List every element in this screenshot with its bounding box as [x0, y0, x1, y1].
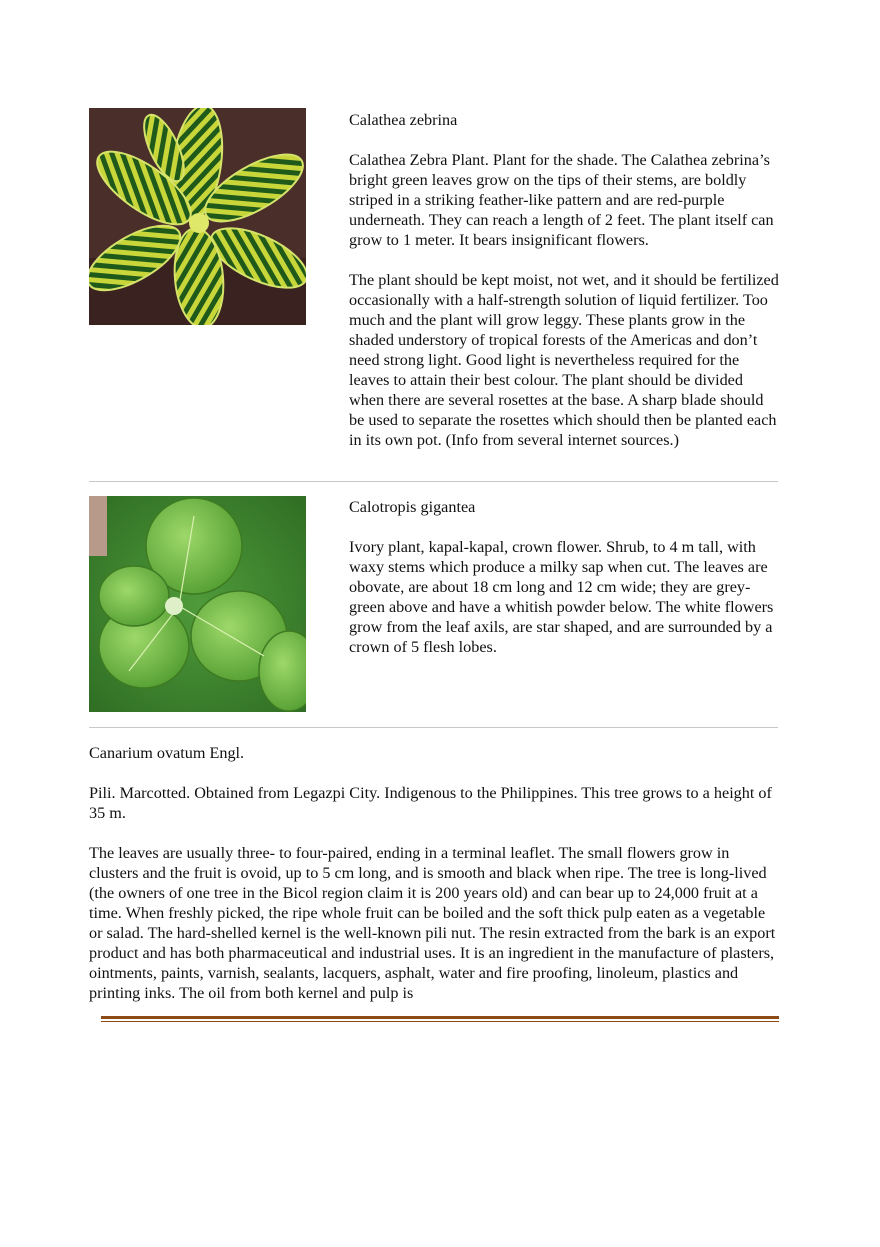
calotropis-gigantea-text — [349, 497, 781, 657]
entry-paragraph: The plant should be kept moist, not wet, and it should be fertilized occasionally with a half-strength solution of liquid fertilizer. Too much and the plant will grow leggy. These plants grow in the shaded understory of tropical forests of the Americas and don’t need strong light. Good light is nevertheless required for the leaves to attain their best colour. The plant should be divided when there are several rosettes at the base. A sharp blade should be used to separate the rosettes which should then be planted each in its own pot. (Info from several internet sources.) — [349, 271, 779, 449]
divider — [89, 481, 778, 482]
entry-paragraph: The leaves are usually three- to four-paired, ending in a terminal leaflet. The small flowers grow in clusters and the fruit is ovoid, up to 5 cm long, and is smooth and black when ripe. The tree is long-lived (the owners of one tree in the Bicol region claim it is 200 years old) and can bear up to 24,000 fruit at a time. When freshly picked, the ripe whole fruit can be boiled and the soft thick pulp eaten as a vegetable or salad. The hard-shelled kernel is the well-known pili nut. The resin extracted from the bark is an export product and has both pharmaceutical and industrial uses. It is an ingredient in the manufacture of plasters, ointments, paints, varnish, sealants, lacquers, asphalt, water and fire proofing, linoleum, plastics and printing inks. The oil from both kernel and pulp is — [89, 844, 776, 1002]
entry-paragraph: Calathea Zebra Plant. Plant for the shade. The Calathea zebrina’s bright green leaves grow on the tips of their stems, are boldly striped in a striking feather-like pattern and are red-purple underneath. They can reach a length of 2 feet. The plant itself can grow to 1 meter. It bears insignificant flowers. — [349, 151, 774, 249]
calathea-zebrina-photo — [89, 108, 306, 325]
entry-paragraph: Ivory plant, kapal-kapal, crown flower. Shrub, to 4 m tall, with waxy stems which produce a milky sap when cut. The leaves are obovate, are about 18 cm long and 12 cm wide; they are grey-green above and have a whitish powder below. The white flowers grow from the leaf axils, are star shaped, and are surrounded by a crown of 5 flesh lobes. — [349, 538, 774, 656]
entry-title: Calotropis gigantea — [349, 498, 476, 516]
divider — [89, 727, 778, 728]
calathea-zebrina-text — [349, 110, 781, 450]
footer-rule-thick — [101, 1016, 779, 1019]
entry-title: Canarium ovatum Engl. — [89, 744, 245, 762]
entry-paragraph: Pili. Marcotted. Obtained from Legazpi City. Indigenous to the Philippines. This tree grows to a height of 35 m. — [89, 784, 772, 822]
calotropis-gigantea-photo — [89, 496, 306, 712]
calathea-zebrina-illustration — [89, 108, 306, 325]
canarium-ovatum-text — [89, 743, 779, 1003]
footer-rule-thin — [101, 1021, 779, 1022]
entry-title: Calathea zebrina — [349, 111, 458, 129]
calotropis-gigantea-illustration — [89, 496, 306, 712]
